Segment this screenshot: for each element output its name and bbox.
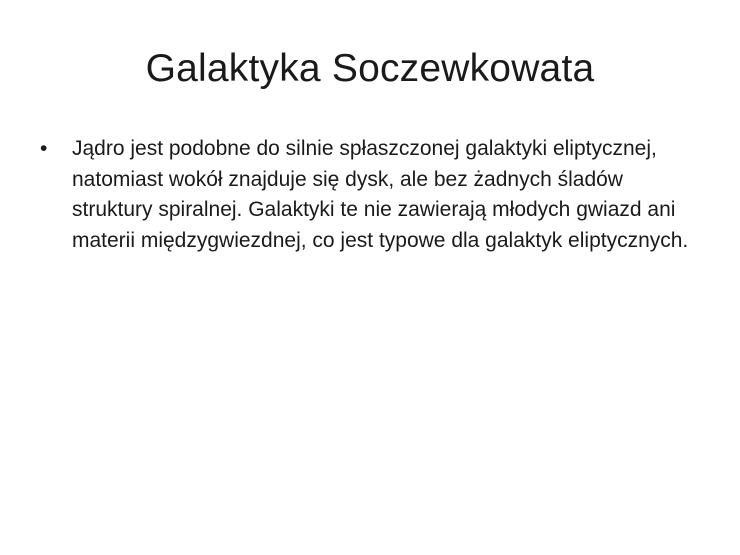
slide-title: Galaktyka Soczewkowata <box>145 47 595 90</box>
bullet-text: Jądro jest podobne do silnie spłaszczonej galaktyki eliptycznej, natomiast wokół znajduje się dysk, ale bez żadnych śladów struktury spiralnej. Galaktyki te nie zawierają młodych gwiazd ani materii międzygwiezdnej, co jest typowe dla galaktyk eliptycznych. <box>72 137 689 252</box>
bullet-marker: • <box>40 137 48 160</box>
bullet-item <box>38 134 708 256</box>
slide-content <box>38 134 708 256</box>
